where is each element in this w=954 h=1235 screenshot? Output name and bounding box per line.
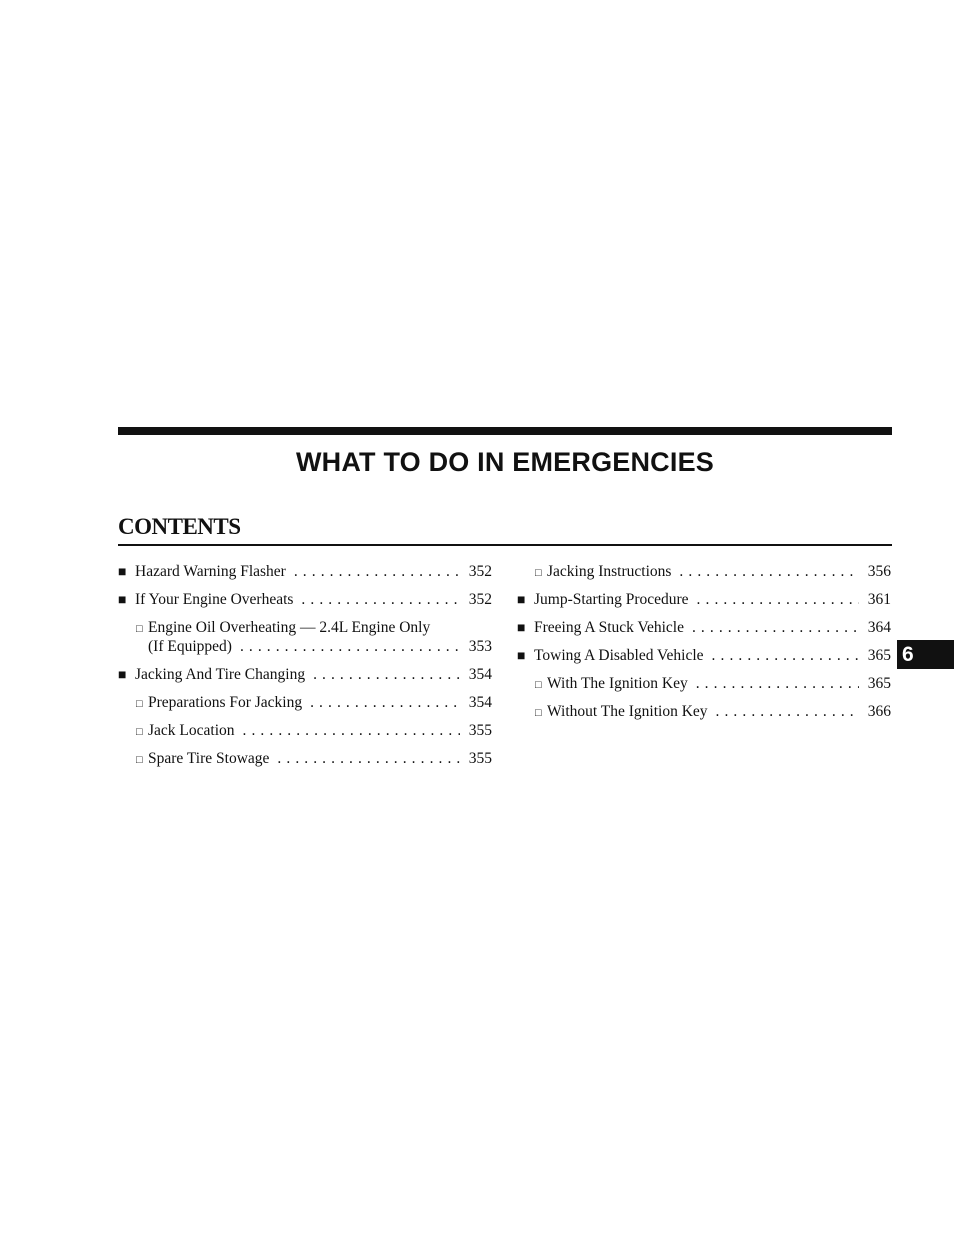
dot-leader [240, 637, 460, 656]
toc-entry-label: Jack Location [148, 722, 235, 739]
toc-column-left [118, 562, 492, 777]
toc-entry-page: 354 [468, 694, 492, 711]
dot-leader [696, 674, 859, 693]
dot-leader [243, 721, 460, 740]
toc-entry-with-the-ignition-key[interactable] [517, 674, 891, 702]
dot-leader [692, 618, 859, 637]
toc-entry-page: 364 [867, 619, 891, 636]
filled-square-bullet-icon [517, 646, 534, 666]
toc-entry-jacking-instructions[interactable] [517, 562, 891, 590]
toc-entry-page: 355 [468, 750, 492, 767]
toc-entry-label: Without The Ignition Key [547, 703, 708, 720]
toc-entry-preparations-for-jacking[interactable] [118, 693, 492, 721]
open-square-bullet-icon [535, 674, 547, 695]
toc-entry-page: 353 [468, 638, 492, 655]
dot-leader [294, 562, 460, 581]
toc-entry-label: Engine Oil Overheating — 2.4L Engine Only [148, 619, 431, 636]
toc-entry-jack-location[interactable] [118, 721, 492, 749]
toc-entry-page: 355 [468, 722, 492, 739]
toc-entry-page: 365 [867, 647, 891, 664]
dot-leader [277, 749, 460, 768]
toc-entry-freeing-a-stuck-vehicle[interactable] [517, 618, 891, 646]
toc-column-right [517, 562, 891, 730]
toc-entry-label: Preparations For Jacking [148, 694, 303, 711]
open-square-bullet-icon [535, 702, 547, 723]
toc-entry-label: Spare Tire Stowage [148, 750, 270, 767]
toc-entry-page: 361 [867, 591, 891, 608]
toc-entry-towing-a-disabled-vehicle[interactable] [517, 646, 891, 674]
toc-entry-label: Hazard Warning Flasher [135, 563, 286, 580]
toc-entry-label: Towing A Disabled Vehicle [534, 647, 704, 664]
toc-entry-page: 356 [867, 563, 891, 580]
contents-heading: CONTENTS [118, 514, 241, 539]
toc-entry-page: 352 [468, 563, 492, 580]
chapter-title: WHAT TO DO IN EMERGENCIES [295, 447, 714, 477]
toc-entry-label-continued: (If Equipped) [148, 638, 232, 655]
toc-entry-jacking-and-tire-changing[interactable] [118, 665, 492, 693]
chapter-tab: 6 [897, 640, 954, 669]
toc-entry-engine-oil-overheating[interactable] [118, 618, 492, 665]
open-square-bullet-icon [136, 618, 148, 639]
toc-entry-page: 354 [468, 666, 492, 683]
filled-square-bullet-icon [118, 665, 135, 685]
dot-leader [310, 693, 460, 712]
open-square-bullet-icon [535, 562, 547, 583]
dot-leader [712, 646, 859, 665]
toc-entry-label: Jump-Starting Procedure [534, 591, 689, 608]
filled-square-bullet-icon [118, 590, 135, 610]
filled-square-bullet-icon [118, 562, 135, 582]
toc-entry-page: 352 [468, 591, 492, 608]
chapter-top-rule [118, 427, 892, 435]
dot-leader [679, 562, 859, 581]
toc-entry-spare-tire-stowage[interactable] [118, 749, 492, 777]
dot-leader [313, 665, 460, 684]
toc-entry-if-your-engine-overheats[interactable] [118, 590, 492, 618]
dot-leader [716, 702, 859, 721]
toc-entry-label: Jacking Instructions [547, 563, 672, 580]
toc-entry-label: Jacking And Tire Changing [135, 666, 306, 683]
dot-leader [301, 590, 460, 609]
toc-entry-hazard-warning-flasher[interactable] [118, 562, 492, 590]
toc-entry-label: Freeing A Stuck Vehicle [534, 619, 684, 636]
toc-entry-without-the-ignition-key[interactable] [517, 702, 891, 730]
dot-leader [697, 590, 859, 609]
open-square-bullet-icon [136, 749, 148, 770]
toc-entry-jump-starting-procedure[interactable] [517, 590, 891, 618]
toc-entry-page: 365 [867, 675, 891, 692]
open-square-bullet-icon [136, 721, 148, 742]
filled-square-bullet-icon [517, 590, 534, 610]
toc-entry-page: 366 [867, 703, 891, 720]
filled-square-bullet-icon [517, 618, 534, 638]
toc-entry-label: With The Ignition Key [547, 675, 688, 692]
open-square-bullet-icon [136, 693, 148, 714]
contents-rule [118, 544, 892, 546]
toc-entry-label: If Your Engine Overheats [135, 591, 294, 608]
